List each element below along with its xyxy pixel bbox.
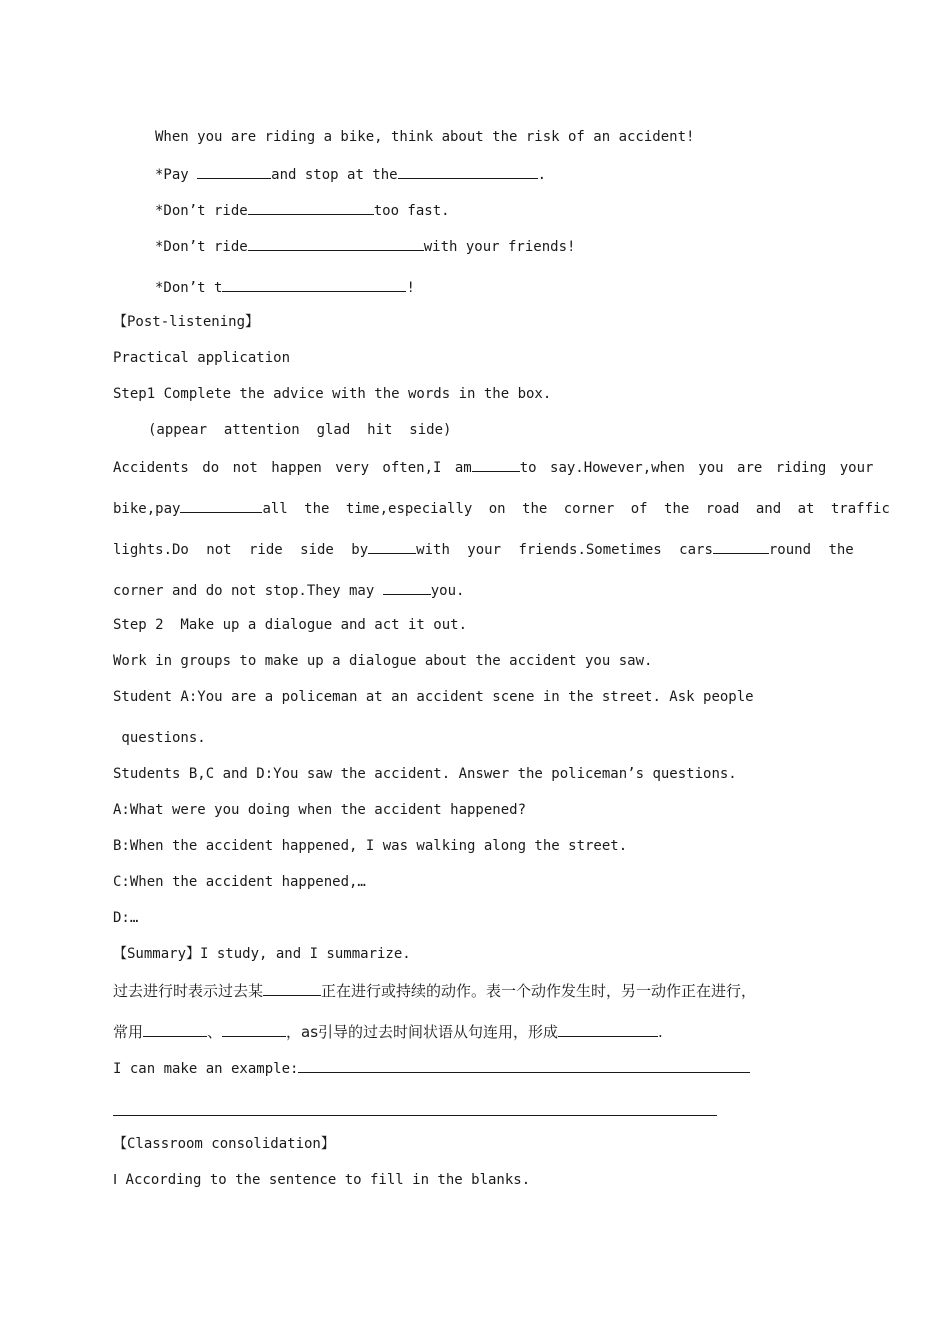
passage-line-2-end: all the time,especially on the corner of the road and at traffic bbox=[262, 501, 890, 517]
reminder-line-2-start: *Don’t ride bbox=[155, 203, 248, 219]
blank-hit[interactable] bbox=[383, 580, 431, 595]
blank-time[interactable] bbox=[263, 981, 321, 996]
passage-line-1 bbox=[113, 457, 873, 477]
summary-zh-2-end: . bbox=[658, 1023, 663, 1041]
summary-zh-line-2 bbox=[113, 1022, 663, 1041]
post-listening-heading: 【Post-listening】 bbox=[113, 314, 260, 330]
consolidation-heading: 【Classroom consolidation】 bbox=[113, 1136, 335, 1152]
blank-form[interactable] bbox=[558, 1022, 658, 1037]
reminder-line-1 bbox=[155, 164, 546, 184]
passage-line-2 bbox=[113, 498, 890, 518]
blank-ride-fast[interactable] bbox=[248, 200, 374, 215]
passage-line-1-start: Accidents do not happen very often,I am bbox=[113, 460, 472, 476]
reminder-line-1-start: *Pay bbox=[155, 167, 198, 183]
summary-zh-2-start: 常用 bbox=[113, 1023, 144, 1041]
students-bcd-role: Students B,C and D:You saw the accident. Answer the policeman’s questions. bbox=[113, 766, 737, 782]
summary-zh-2-sep: 、 bbox=[207, 1023, 223, 1041]
blank-glad[interactable] bbox=[472, 457, 520, 472]
blank-conj-1[interactable] bbox=[143, 1022, 207, 1037]
reminder-line-3 bbox=[155, 236, 575, 256]
blank-example[interactable] bbox=[298, 1058, 750, 1073]
passage-line-3 bbox=[113, 539, 854, 559]
blank-ride-friends[interactable] bbox=[248, 236, 424, 251]
example-line bbox=[113, 1058, 750, 1078]
passage-line-1-end: to say.However,when you are riding your bbox=[519, 460, 874, 476]
reminder-line-1-end: . bbox=[537, 167, 547, 183]
dialogue-c: C:When the accident happened,… bbox=[113, 874, 366, 890]
blank-side[interactable] bbox=[368, 539, 416, 554]
passage-line-4-end: you. bbox=[430, 583, 465, 599]
passage-line-4-start: corner and do not stop.They may bbox=[113, 583, 383, 599]
blank-appear[interactable] bbox=[713, 539, 769, 554]
example-label: I can make an example: bbox=[113, 1061, 299, 1077]
dialogue-a: A:What were you doing when the accident happened? bbox=[113, 802, 527, 818]
passage-line-2-start: bike,pay bbox=[113, 501, 181, 517]
step1-instruction: Step1 Complete the advice with the words in the box. bbox=[113, 386, 552, 402]
blank-attention[interactable] bbox=[180, 498, 262, 513]
dialogue-b: B:When the accident happened, I was walking along the street. bbox=[113, 838, 628, 854]
blank-pay[interactable] bbox=[197, 164, 271, 179]
blank-conj-2[interactable] bbox=[222, 1022, 286, 1037]
reminder-line-3-start: *Don’t ride bbox=[155, 239, 248, 255]
student-a-role: Student A:You are a policeman at an accident scene in the street. Ask people bbox=[113, 689, 754, 705]
reminder-line-1-mid: and stop at the bbox=[271, 167, 398, 183]
dialogue-d: D:… bbox=[113, 910, 139, 926]
reminder-line-4-start: *Don’t t bbox=[155, 280, 223, 296]
summary-zh-2-mid: ，as引导的过去时间状语从句连用，形成 bbox=[286, 1023, 559, 1041]
consolidation-item-1: Ⅰ According to the sentence to fill in the blanks. bbox=[113, 1172, 531, 1188]
reminder-line-4-end: ! bbox=[406, 280, 415, 296]
step2-instruction: Step 2 Make up a dialogue and act it out. bbox=[113, 617, 468, 633]
summary-zh-1-end: 正在进行或持续的动作。表一个动作发生时，另一动作正在进行， bbox=[321, 982, 757, 1000]
group-instruction: Work in groups to make up a dialogue about the accident you saw. bbox=[113, 653, 653, 669]
passage-line-4 bbox=[113, 580, 464, 600]
passage-line-3-end: round the bbox=[768, 542, 854, 558]
reminder-line-3-end: with your friends! bbox=[423, 239, 576, 255]
reminder-intro: When you are riding a bike, think about the risk of an accident! bbox=[155, 129, 695, 145]
reminder-line-4 bbox=[155, 277, 415, 297]
word-box: (appear attention glad hit side) bbox=[148, 422, 452, 438]
blank-stop-at[interactable] bbox=[398, 164, 538, 179]
example-answer-line[interactable] bbox=[113, 1115, 717, 1116]
student-a-role-cont: questions. bbox=[113, 730, 206, 746]
reminder-line-2-end: too fast. bbox=[373, 203, 450, 219]
passage-line-3-start: lights.Do not ride side by bbox=[113, 542, 369, 558]
passage-line-3-mid: with your friends.Sometimes cars bbox=[416, 542, 713, 558]
summary-zh-line-1 bbox=[113, 981, 756, 1000]
summary-heading: 【Summary】I study, and I summarize. bbox=[113, 946, 411, 962]
reminder-line-2 bbox=[155, 200, 450, 220]
practical-application: Practical application bbox=[113, 350, 291, 366]
summary-zh-1-start: 过去进行时表示过去某 bbox=[113, 982, 264, 1000]
blank-dont[interactable] bbox=[222, 277, 406, 292]
